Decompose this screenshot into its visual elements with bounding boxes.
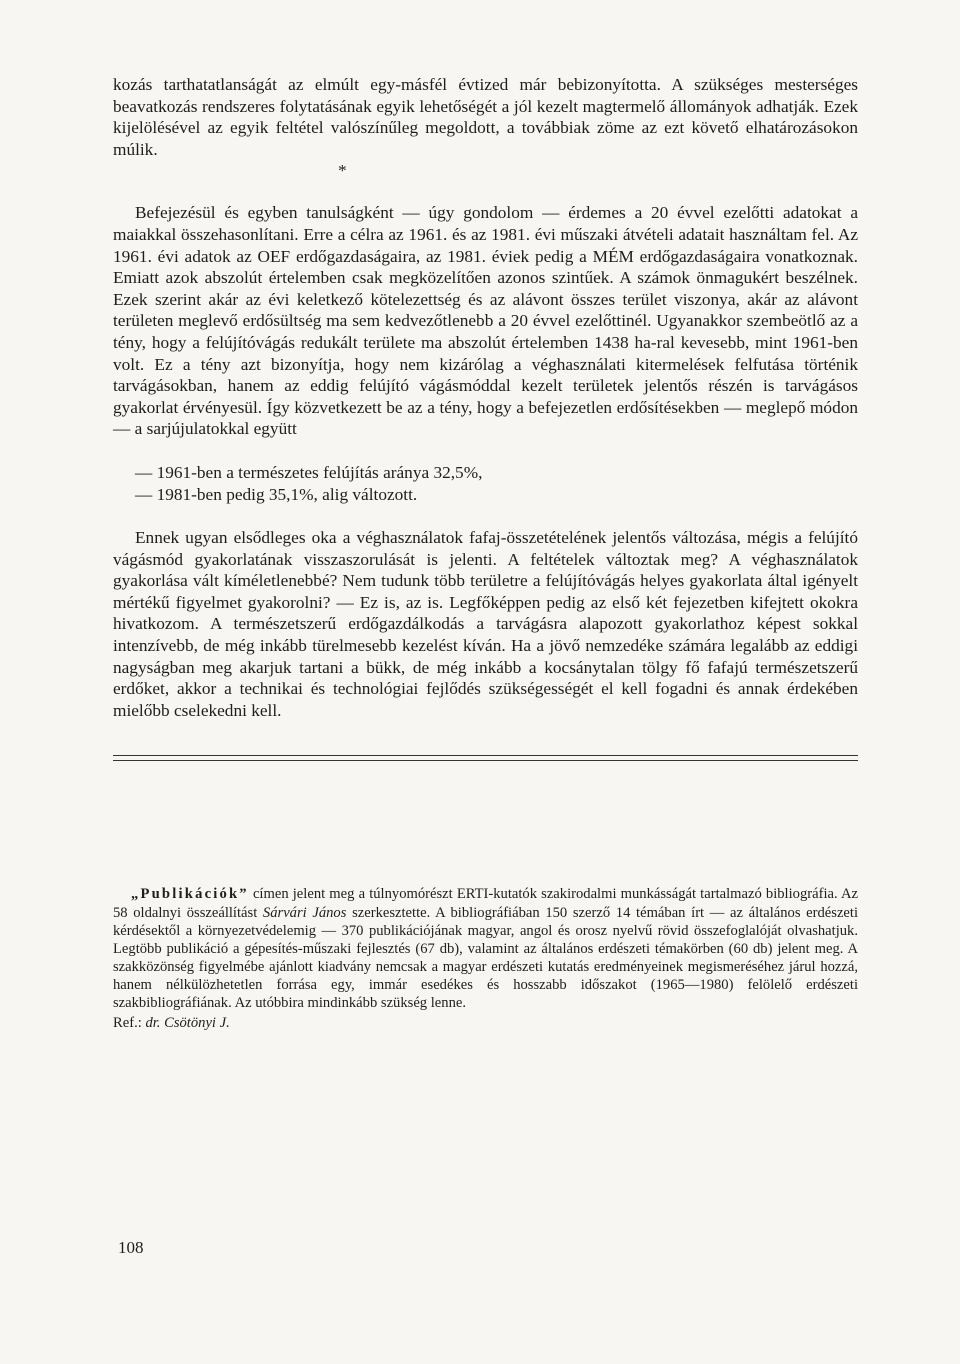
review-text-1: címen jelent meg a túlnyomórészt ERTI-kutatók szakirodalmi munkásságát tartalmazó bibliográfia. Az 58 oldalnyi összeállítást: [113, 886, 858, 921]
reviewer-name: dr. Csötönyi J.: [145, 1015, 230, 1032]
page-body: [113, 74, 858, 1032]
divider-line: [113, 760, 858, 761]
review-editor: Sárvári János: [262, 904, 347, 921]
book-review: [113, 885, 858, 1032]
ref-prefix: Ref.:: [113, 1015, 146, 1032]
divider-line: [113, 755, 858, 756]
reviewer-signature: [113, 1014, 858, 1032]
main-text: [113, 74, 858, 721]
statistics-list: [113, 462, 858, 505]
double-rule-divider: [113, 755, 858, 761]
list-item: — 1961-ben a természetes felújítás aránya 32,5%,: [135, 462, 483, 482]
review-text-2: szerkesztette. A bibliográfiában 150 szerző 14 témában írt — az általános erdészeti kérdésektől a környezetvédelemig — 370 publikációjának magyar, angol és orosz nyelvű rövid összefoglalóját olvashatjuk. Legtöbb publikáció a gépesítés-műszaki fejlesztés (67 db), valamint az általános erdészeti témakörben (60 db) jelent meg. A szakközönség figyelmébe ajánlott kiadvány nemcsak a magyar erdészeti kutatás eredményeinek megismeréséhez járul hozzá, hanem nélkülözhetetlen forrása egy, immár esedékes és hosszabb időszakot (1965—1980) felölelő erdészeti szakbibliográfiának. Az utóbbira mindinkább szükség lenne.: [113, 904, 859, 1011]
page-number: 108: [118, 1238, 144, 1257]
review-paragraph: [113, 885, 858, 1012]
list-item: — 1981-ben pedig 35,1%, alig változott.: [135, 484, 418, 504]
review-title: „Publikációk”: [131, 886, 249, 903]
section-separator: *: [338, 161, 347, 181]
paragraph-3: Ennek ugyan elsődleges oka a véghasználatok fafaj-összetételének jelentős változása, mégis a felújító vágásmód gyakorlatának visszaszorulását is jelenti. A feltételek változtak meg? A véghasználatok gyakorlása vált kíméletlenebbé? Nem tudunk több területre a felújítóvágás helyes gyakorlata által igényelt mértékű figyelmet gyakorolni? — Ez is, az is. Legfőképpen pedig az első két fejezetben kifejtett okokra hivatkozom. A természetszerű erdőgazdálkodás a tarvágásra alapozott gyakorlathoz képest sokkal intenzívebb, de még inkább türelmesebb kezelést kíván. Ha a jövő nemzedéke számára legalább az eddigi nagyságban meg akarjuk tartani a bükk, de még inkább a kocsánytalan tölgy fő fafajú természetszerű erdőket, akkor a technikai és technológiai fejlődés szükségességét el kell fogadni és annak érdekében mielőbb cselekedni kell.: [113, 528, 858, 720]
paragraph-1: kozás tarthatatlanságát az elmúlt egy-másfél évtized már bebizonyította. A szükséges mesterséges beavatkozás rendszeres folytatásának egyik lehetőségét a jól kezelt magtermelő állományok adhatják. Ezek kijelölésével az egyik feltétel valószínűleg megoldott, a továbbiak zöme az ezt követő elhatározásokon múlik.: [113, 75, 858, 159]
paragraph-2: Befejezésül és egyben tanulságként — úgy gondolom — érdemes a 20 évvel ezelőtti adatokat a maiakkal összehasonlítani. Erre a célra az 1961. és az 1981. évi műszaki átvételi adatait használtam fel. Az 1961. évi adatok az OEF erdőgazdaságaira, az 1981. éviek pedig a MÉM erdőgazdaságaira vonatkoznak. Emiatt azok abszolút értelemben csak megközelítően azonos szintűek. A számok önmagukért beszélnek. Ezek szerint akár az évi keletkező kötelezettség és az alávont összes terület viszonya, akár az alávont területen meglevő erdősültség ma sem kedvezőtlenebb a 20 évvel ezelőttinél. Ugyanakkor szembeötlő az a tény, hogy a felújítóvágás redukált területe ma abszolút értelemben 1438 ha-ral kevesebb, mint 1961-ben volt. Ez a tény azt bizonyítja, hogy nem kizárólag a véghasználati kitermelések felfutása történik tarvágásokban, hanem az eddig felújító vágásmóddal kezelt területek jelentős részén is tarvágásos gyakorlat érvényesül. Így közvetkezett be az a tény, hogy a befejezetlen erdősítésekben — meglepő módon — a sarjújulatokkal együtt: [113, 203, 858, 439]
